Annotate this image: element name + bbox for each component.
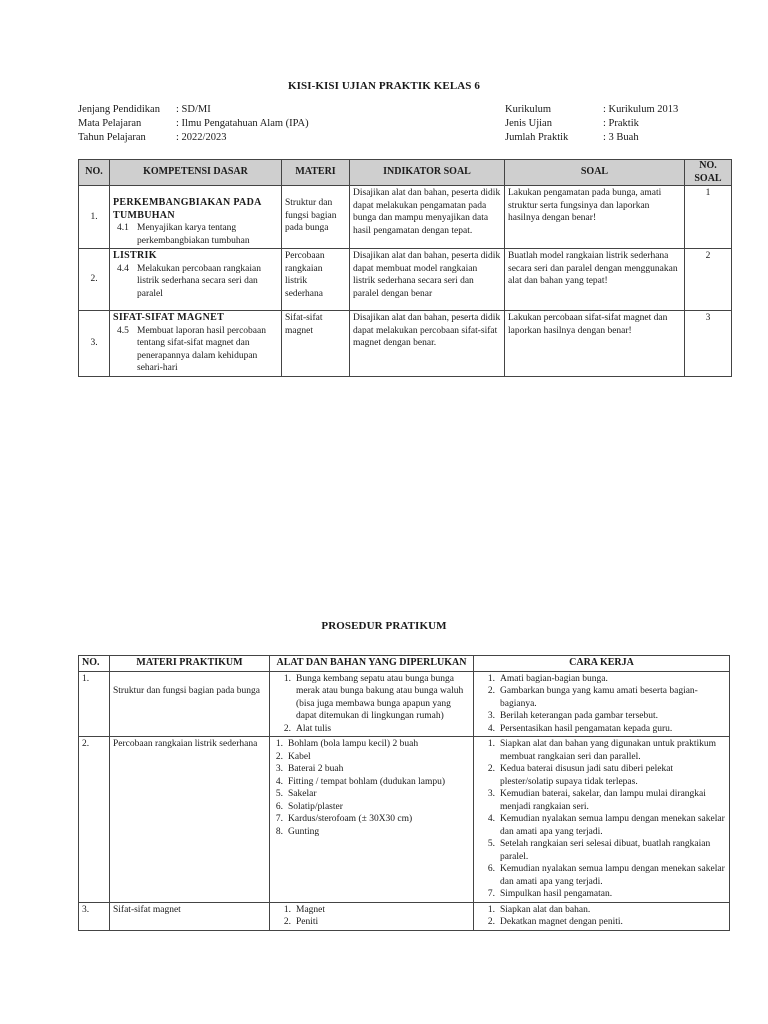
alat-cell xyxy=(270,737,474,903)
list-number: 8. xyxy=(275,826,283,837)
list-text: Fitting / tempat bohlam (dudukan lampu) xyxy=(288,776,445,787)
kd-number: 4.1 xyxy=(117,223,129,233)
row-no: 1. xyxy=(79,671,110,737)
table-header-row xyxy=(79,656,730,672)
row-no: 2. xyxy=(79,737,110,903)
header-kompetensi: KOMPETENSI DASAR xyxy=(110,160,282,186)
header-no: NO. xyxy=(79,656,110,672)
list-text: Peniti xyxy=(296,917,319,927)
list-text: Siapkan alat dan bahan. xyxy=(500,904,591,915)
table-row xyxy=(79,311,732,377)
list-item xyxy=(273,738,470,751)
list-text: Simpulkan hasil pengamatan. xyxy=(500,889,613,899)
meta-key: Kurikulum xyxy=(505,104,552,115)
kd-text: Membuat laporan hasil percobaan tentang sifat-sifat magnet dan penerapannya dalam kehidupan sehari-hari xyxy=(137,325,266,373)
materi-text: Struktur dan fungsi bagian pada bunga xyxy=(113,685,260,696)
list-text: Persentasikan hasil pengamatan kepada guru. xyxy=(500,723,673,734)
header-indikator: INDIKATOR SOAL xyxy=(350,160,505,186)
cara-cell xyxy=(474,671,730,737)
list-text: Dekatkan magnet dengan peniti. xyxy=(500,917,623,927)
list-number: 1. xyxy=(487,739,495,749)
list-item xyxy=(273,673,470,723)
list-item xyxy=(477,916,726,929)
kd-item xyxy=(113,263,278,301)
list-number: 2. xyxy=(275,751,283,762)
list-item xyxy=(477,788,726,813)
list-number: 5. xyxy=(275,789,283,799)
row-no: 1. xyxy=(79,186,110,249)
list-item xyxy=(273,751,470,764)
list-item xyxy=(477,710,726,723)
header-cara-kerja: CARA KERJA xyxy=(474,656,730,672)
kompetensi-cell xyxy=(110,311,282,377)
list-number: 4. xyxy=(487,814,495,824)
meta-row xyxy=(78,103,309,117)
header-no-soal: NO. SOAL xyxy=(685,160,732,186)
page-title: KISI-KISI UJIAN PRAKTIK KELAS 6 xyxy=(288,80,480,92)
soal-cell: Lakukan percobaan sifat-sifat magnet dan laporkan hasilnya dengan benar! xyxy=(505,311,685,377)
materi-cell: Sifat-sifat magnet xyxy=(282,311,350,377)
list-number: 1. xyxy=(283,904,291,915)
meta-value: : Praktik xyxy=(603,118,639,129)
table-row xyxy=(79,671,730,737)
list-number: 2. xyxy=(487,917,495,927)
list-text: Bunga kembang sepatu atau bunga bunga merak atau bunga bakung atau bunga waluh (bisa juga membawa bunga apapun yang dapat ditemukan di lingkungan rumah) xyxy=(296,673,464,721)
soal-cell: Buatlah model rangkaian listrik sederhana secara seri dan paralel dengan menggunakan alat dan bahan yang tepat! xyxy=(505,249,685,311)
meta-key: Jenis Ujian xyxy=(505,118,552,129)
kd-text: Menyajikan karya tentang perkembangbiakan tumbuhan xyxy=(137,223,250,246)
meta-row xyxy=(505,131,678,145)
materi-cell: Sifat-sifat magnet xyxy=(110,902,270,930)
section-title: PROSEDUR PRATIKUM xyxy=(321,620,447,632)
list-text: Kemudian baterai, sakelar, dan lampu mulai dirangkai menjadi rangkaian seri. xyxy=(500,789,706,812)
alat-list xyxy=(273,904,470,929)
kisi-kisi-table xyxy=(78,159,732,377)
topic-title: LISTRIK xyxy=(113,250,157,261)
kd-text: Melakukan percobaan rangkaian listrik sederhana secara seri dan paralel xyxy=(137,263,261,299)
list-number: 1. xyxy=(275,739,283,749)
meta-value: : 3 Buah xyxy=(603,132,639,143)
list-item xyxy=(273,723,470,736)
alat-cell xyxy=(270,902,474,930)
table-row xyxy=(79,249,732,311)
list-number: 2. xyxy=(283,723,291,734)
list-item xyxy=(273,776,470,789)
row-no: 3. xyxy=(79,311,110,377)
cara-list xyxy=(477,904,726,929)
list-text: Bohlam (bola lampu kecil) 2 buah xyxy=(288,739,419,749)
materi-cell xyxy=(110,671,270,737)
list-item xyxy=(273,904,470,917)
list-text: Amati bagian-bagian bunga. xyxy=(500,673,608,684)
kompetensi-cell xyxy=(110,249,282,311)
meta-key: Jumlah Praktik xyxy=(505,132,569,143)
kompetensi-cell xyxy=(110,186,282,249)
meta-row xyxy=(78,117,309,131)
list-number: 2. xyxy=(283,917,291,927)
meta-key: Tahun Pelajaran xyxy=(78,132,146,143)
indikator-cell: Disajikan alat dan bahan, peserta didik dapat melakukan percobaan sifat-sifat magnet dengan benar. xyxy=(350,311,505,377)
materi-cell: Percobaan rangkaian listrik sederhana xyxy=(282,249,350,311)
list-item xyxy=(273,801,470,814)
alat-list xyxy=(273,673,470,736)
list-number: 7. xyxy=(487,889,495,899)
list-item xyxy=(273,916,470,929)
meta-value: : SD/MI xyxy=(176,104,211,115)
list-item xyxy=(273,813,470,826)
list-number: 2. xyxy=(487,686,495,696)
header-no: NO. xyxy=(79,160,110,186)
list-text: Baterai 2 buah xyxy=(288,764,344,774)
list-text: Gambarkan bunga yang kamu amati beserta bagian-bagianya. xyxy=(500,686,698,709)
meta-row xyxy=(78,131,309,145)
indikator-cell: Disajikan alat dan bahan, peserta didik dapat melakukan pengamatan pada bunga dan mampu menyajikan data hasil pengamatan dengan tepat. xyxy=(350,186,505,249)
materi-text: Struktur dan fungsi bagian pada bunga xyxy=(285,198,337,233)
list-number: 3. xyxy=(487,711,495,721)
prosedur-table xyxy=(78,655,730,931)
cara-list xyxy=(477,673,726,736)
row-no: 3. xyxy=(79,902,110,930)
list-text: Gunting xyxy=(288,826,320,837)
list-text: Sakelar xyxy=(288,789,317,799)
list-number: 3. xyxy=(275,764,283,774)
list-text: Setelah rangkaian seri selesai dibuat, buatlah rangkaian paralel. xyxy=(500,839,711,862)
list-item xyxy=(273,826,470,839)
list-number: 4. xyxy=(487,723,495,734)
cara-cell xyxy=(474,902,730,930)
topic-title: SIFAT-SIFAT MAGNET xyxy=(113,312,225,323)
meta-value: : Ilmu Pengatahuan Alam (IPA) xyxy=(176,118,309,129)
kd-number: 4.4 xyxy=(117,263,129,274)
list-number: 6. xyxy=(487,864,495,874)
meta-right xyxy=(505,103,678,145)
list-text: Siapkan alat dan bahan yang digunakan untuk praktikum membuat rangkaian seri dan parallel. xyxy=(500,739,717,762)
table-header-row xyxy=(79,160,732,186)
list-number: 1. xyxy=(283,673,291,684)
alat-list xyxy=(273,738,470,838)
list-item xyxy=(273,788,470,801)
no-soal-cell: 3 xyxy=(685,311,732,377)
header-materi-praktikum: MATERI PRAKTIKUM xyxy=(110,656,270,672)
indikator-cell: Disajikan alat dan bahan, peserta didik dapat membuat model rangkaian listrik sederhana secara seri dan paralel dengan benar xyxy=(350,249,505,311)
no-soal-cell: 2 xyxy=(685,249,732,311)
list-number: 5. xyxy=(487,839,495,849)
list-item xyxy=(477,673,726,686)
list-number: 6. xyxy=(275,801,283,812)
list-number: 1. xyxy=(487,904,495,915)
list-text: Kedua baterai disusun jadi satu diberi pelekat plester/solatip supaya tidak terlepas. xyxy=(500,764,674,787)
list-text: Kabel xyxy=(288,751,311,762)
table-row xyxy=(79,902,730,930)
list-text: Kardus/sterofoam (± 30X30 cm) xyxy=(288,814,413,824)
header-materi: MATERI xyxy=(282,160,350,186)
list-number: 1. xyxy=(487,673,495,684)
table-row xyxy=(79,186,732,249)
list-item xyxy=(477,888,726,901)
soal-cell: Lakukan pengamatan pada bunga, amati struktur serta fungsinya dan laporkan hasilnya dengan benar! xyxy=(505,186,685,249)
list-item xyxy=(477,838,726,863)
header-soal: SOAL xyxy=(505,160,685,186)
cara-list xyxy=(477,738,726,901)
list-item xyxy=(477,863,726,888)
list-item xyxy=(477,813,726,838)
no-soal-cell: 1 xyxy=(685,186,732,249)
list-number: 7. xyxy=(275,814,283,824)
list-text: Solatip/plaster xyxy=(288,801,343,812)
list-item xyxy=(477,723,726,736)
list-text: Alat tulis xyxy=(296,723,332,734)
list-item xyxy=(477,904,726,917)
meta-row xyxy=(505,103,678,117)
list-item xyxy=(477,738,726,763)
meta-value: : Kurikulum 2013 xyxy=(603,104,679,115)
materi-cell xyxy=(282,186,350,249)
kd-number: 4.5 xyxy=(117,325,129,336)
table-row xyxy=(79,737,730,903)
header-alat-bahan: ALAT DAN BAHAN YANG DIPERLUKAN xyxy=(270,656,474,672)
alat-cell xyxy=(270,671,474,737)
list-text: Magnet xyxy=(296,904,326,915)
meta-left xyxy=(78,103,309,145)
list-item xyxy=(477,763,726,788)
meta-row xyxy=(505,117,678,131)
cara-cell xyxy=(474,737,730,903)
meta-key: Mata Pelajaran xyxy=(78,118,142,129)
list-item xyxy=(477,685,726,710)
materi-cell: Percobaan rangkaian listrik sederhana xyxy=(110,737,270,903)
list-text: Kemudian nyalakan semua lampu dengan menekan sakelar dan amati apa yang terjadi. xyxy=(500,864,725,887)
list-number: 2. xyxy=(487,764,495,774)
list-number: 4. xyxy=(275,776,283,787)
list-item xyxy=(273,763,470,776)
meta-value: : 2022/2023 xyxy=(176,132,227,143)
meta-key: Jenjang Pendidikan xyxy=(78,104,160,115)
row-no: 2. xyxy=(79,249,110,311)
list-text: Kemudian nyalakan semua lampu dengan menekan sakelar dan amati apa yang terjadi. xyxy=(500,814,725,837)
kd-item xyxy=(113,325,278,375)
kd-item xyxy=(113,222,278,247)
list-text: Berilah keterangan pada gambar tersebut. xyxy=(500,711,658,721)
topic-title: PERKEMBANGBIAKAN PADA TUMBUHAN xyxy=(113,197,262,221)
list-number: 3. xyxy=(487,789,495,799)
